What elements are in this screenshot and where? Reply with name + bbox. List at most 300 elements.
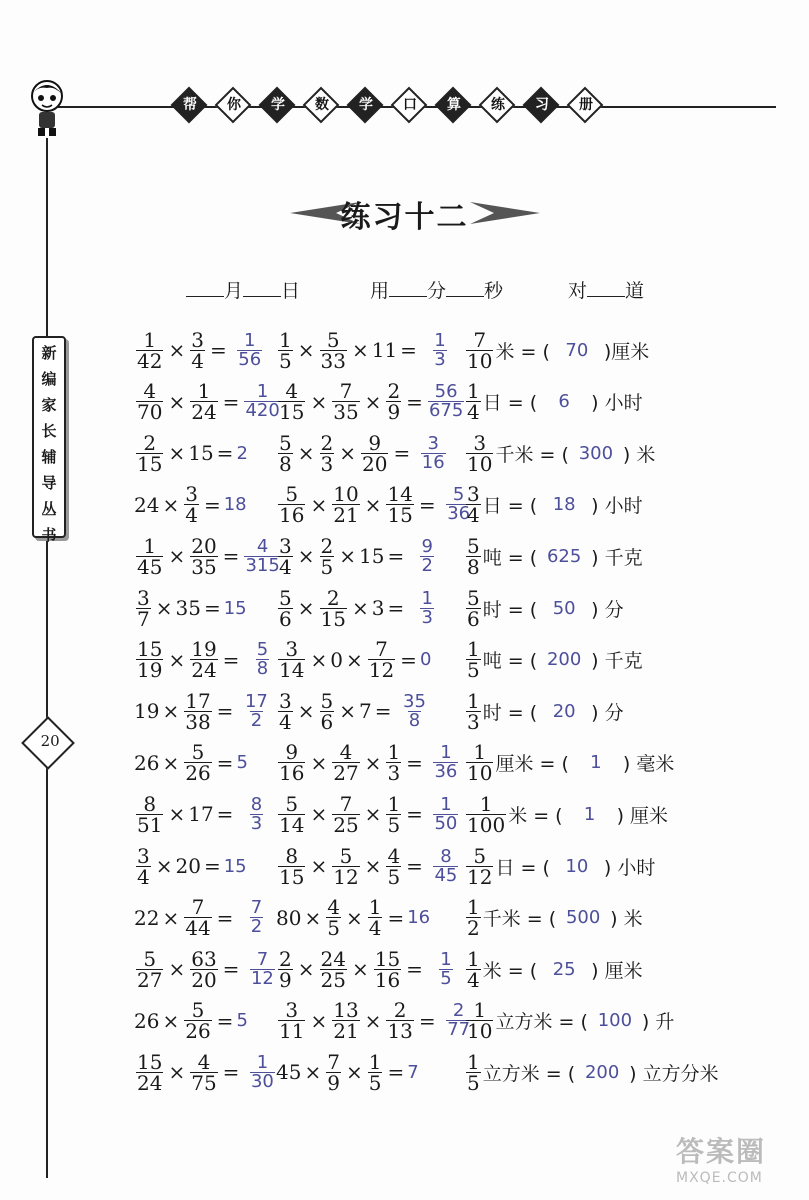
handwritten-answer (407, 535, 447, 576)
numerator: 2 (393, 998, 407, 1023)
numerator: 1 (256, 1051, 269, 1073)
numerator: 63 (191, 946, 217, 971)
exercise-row (0, 840, 809, 892)
watermark: 答案圈 MXQE.COM (676, 1135, 767, 1186)
numerator: 1 (467, 1049, 480, 1074)
numerator: 1 (434, 329, 446, 351)
fraction (466, 998, 493, 1044)
fraction (466, 843, 493, 889)
unit-conversion-problem (464, 892, 643, 944)
unit-text: 时 = ( (482, 701, 538, 724)
numerator: 5 (143, 946, 157, 971)
denominator: 4 (185, 503, 198, 528)
times-sign: × (310, 1008, 328, 1033)
numerator: 1 (243, 329, 256, 351)
numerator: 1 (467, 688, 480, 713)
denominator: 75 (191, 1070, 217, 1095)
answer-fraction (238, 793, 274, 834)
numerator: 1 (387, 740, 401, 765)
denominator: 15 (279, 400, 305, 425)
numerator: 5 (191, 740, 205, 765)
denominator: 24 (191, 400, 217, 425)
fraction (320, 327, 347, 373)
denominator: 3 (434, 348, 446, 370)
handwritten-answer: 1 (583, 803, 596, 825)
numerator: 5 (285, 791, 299, 816)
denominator: 6 (279, 606, 292, 631)
denominator: 9 (327, 1070, 340, 1095)
fraction (278, 688, 293, 734)
equals-sign: = (406, 750, 423, 775)
unit-text: ) 小时 (603, 856, 656, 879)
number: 35 (175, 596, 201, 620)
handwritten-answer (426, 948, 466, 989)
answer-fraction (428, 948, 464, 989)
fraction (278, 791, 305, 837)
denominator: 5 (327, 916, 340, 941)
numerator: 3 (427, 432, 439, 454)
equals-sign: = (222, 389, 240, 414)
times-sign: × (310, 492, 328, 517)
denominator: 9 (387, 400, 401, 425)
equals-sign: = (203, 854, 221, 878)
fraction (136, 327, 163, 373)
fraction (386, 379, 401, 425)
numerator: 1 (467, 637, 480, 662)
fraction (332, 998, 359, 1044)
numerator: 4 (387, 843, 401, 868)
fraction (466, 688, 481, 734)
denominator: 15 (279, 864, 305, 889)
exercise-row (0, 530, 809, 582)
exercise-row (0, 1046, 809, 1098)
numerator: 9 (421, 535, 433, 557)
multiplication-problem (276, 995, 479, 1047)
multiplication-problem (276, 634, 431, 686)
answer-fraction (428, 793, 464, 834)
equals-sign: = (400, 338, 417, 362)
numerator: 9 (285, 740, 299, 765)
multiplication-problem (276, 788, 466, 840)
numerator: 1 (473, 998, 487, 1023)
fraction (136, 585, 151, 631)
multiplication-problem (134, 530, 283, 582)
denominator: 20 (362, 451, 388, 476)
times-sign: × (155, 854, 173, 878)
handwritten-answer: 10 (565, 855, 589, 877)
denominator: 2 (250, 916, 263, 938)
denominator: 44 (185, 916, 211, 941)
denominator: 42 (137, 348, 163, 373)
handwritten-answer: 200 (546, 649, 582, 671)
times-sign: × (297, 699, 315, 724)
numerator: 3 (185, 482, 198, 507)
times-sign: × (297, 544, 315, 569)
numerator: 3 (279, 533, 292, 558)
times-sign: × (168, 957, 186, 982)
times-sign: × (162, 492, 180, 517)
denominator: 12 (467, 864, 493, 889)
fraction (320, 946, 347, 992)
denominator: 3 (320, 451, 334, 476)
multiplication-problem (276, 1046, 419, 1098)
denominator: 51 (137, 812, 163, 837)
times-sign: × (155, 596, 173, 620)
denominator: 2 (250, 709, 263, 731)
denominator: 16 (421, 451, 445, 473)
number: 15 (188, 441, 214, 466)
unit-text: ) 米 (622, 443, 656, 466)
handwritten-answer: 70 (565, 339, 589, 361)
handwritten-answer (426, 383, 466, 420)
denominator: 10 (467, 761, 493, 786)
numerator: 4 (197, 1049, 211, 1074)
handwritten-answer (236, 793, 276, 834)
numerator: 5 (467, 585, 480, 610)
handwritten-answer: 15 (223, 597, 247, 619)
denominator: 15 (387, 503, 413, 528)
multiplication-problem (276, 840, 466, 892)
unit-conversion-problem (464, 788, 668, 840)
times-sign: × (297, 957, 315, 982)
fraction (278, 843, 305, 889)
times-sign: × (364, 389, 382, 414)
multiplication-problem (276, 324, 460, 376)
side-label-char: 导 (41, 474, 57, 492)
times-sign: × (364, 492, 382, 517)
denominator: 4 (368, 916, 382, 941)
numerator: 1 (467, 895, 480, 920)
equals-sign: = (216, 802, 234, 827)
equals-sign: = (222, 544, 240, 569)
equals-sign: = (374, 699, 392, 724)
number: 3 (371, 596, 385, 620)
series-char: 册 (579, 97, 593, 113)
denominator: 5 (467, 658, 480, 683)
series-char-badge (346, 86, 386, 126)
answer-fraction (415, 432, 451, 473)
fraction (136, 1049, 163, 1095)
unit-text: 立方米 = ( (495, 1011, 588, 1034)
unit-text: 时 = ( (482, 598, 538, 621)
handwritten-answer: 16 (407, 907, 431, 929)
handwritten-answer: 0 (419, 649, 432, 671)
denominator: 7 (137, 606, 150, 631)
equals-sign: = (387, 905, 405, 930)
numerator: 2 (320, 533, 334, 558)
numerator: 1 (197, 379, 211, 404)
denominator: 13 (387, 1019, 413, 1044)
unit-text: 千米 = ( (495, 443, 569, 466)
denominator: 45 (137, 554, 163, 579)
fraction (320, 430, 335, 476)
unit-conversion-problem (464, 995, 674, 1047)
times-sign: × (339, 544, 356, 569)
numerator: 2 (452, 1000, 465, 1022)
fraction (386, 791, 401, 837)
multiplication-problem (276, 685, 435, 737)
denominator: 14 (279, 658, 305, 683)
answer-fraction (409, 587, 445, 628)
times-sign: × (168, 441, 186, 466)
numerator: 8 (440, 845, 452, 867)
numerator: 7 (250, 897, 263, 919)
unit-text: 厘米 = ( (495, 753, 569, 776)
numerator: 1 (143, 533, 157, 558)
denominator: 15 (137, 451, 163, 476)
fraction (278, 430, 293, 476)
fraction (184, 998, 211, 1044)
exercise-row (0, 479, 809, 531)
numerator: 7 (339, 379, 353, 404)
times-sign: × (162, 750, 180, 775)
numerator: 5 (452, 484, 465, 506)
numerator: 7 (327, 1049, 340, 1074)
numerator: 3 (473, 430, 487, 455)
multiplication-problem (276, 737, 466, 789)
equals-sign: = (216, 699, 234, 724)
numerator: 5 (191, 998, 205, 1023)
fraction (190, 1049, 217, 1095)
denominator: 9 (279, 967, 292, 992)
numerator: 24 (320, 946, 346, 971)
multiplication-problem (276, 376, 466, 428)
denominator: 5 (467, 1070, 480, 1095)
multiplication-problem (276, 582, 447, 634)
denominator: 14 (279, 812, 305, 837)
unit-conversion-problem (464, 634, 643, 686)
numerator: 4 (143, 379, 157, 404)
unit-text: 日 = ( (482, 392, 538, 415)
numerator: 8 (250, 793, 263, 815)
handwritten-answer (407, 587, 447, 628)
handwritten-answer: 50 (552, 597, 576, 619)
page-number: 20 (40, 731, 60, 750)
numerator: 4 (285, 379, 299, 404)
multiplication-problem (134, 943, 282, 995)
denominator: 8 (279, 451, 292, 476)
fraction (278, 998, 305, 1044)
numerator: 3 (191, 327, 204, 352)
multiplication-problem (276, 427, 453, 479)
numerator: 2 (320, 430, 334, 455)
numerator: 5 (473, 843, 487, 868)
denominator: 27 (333, 761, 359, 786)
denominator: 24 (191, 658, 217, 683)
multiplication-problem (134, 427, 248, 479)
numerator: 5 (320, 688, 334, 713)
numerator: 5 (467, 533, 480, 558)
unit-text: 吨 = ( (482, 546, 538, 569)
date-field: 月 日 (186, 276, 300, 303)
fraction (320, 585, 347, 631)
fraction (466, 379, 481, 425)
denominator: 20 (191, 967, 217, 992)
fraction (190, 379, 217, 425)
numerator: 2 (387, 379, 401, 404)
unit-text: ) 千克 (591, 650, 643, 673)
side-label-char: 长 (41, 422, 57, 440)
unit-text: ) 小时 (591, 495, 643, 518)
handwritten-answer: 200 (584, 1061, 620, 1083)
number: 26 (134, 750, 160, 775)
equals-sign: = (393, 441, 411, 466)
series-char-badge (522, 86, 562, 126)
side-label-char: 编 (41, 370, 57, 388)
equals-sign: = (209, 338, 227, 362)
numerator: 1 (467, 946, 480, 971)
answer-fraction (409, 535, 445, 576)
unit-conversion-problem (464, 582, 624, 634)
times-sign: × (168, 389, 186, 414)
multiplication-problem (134, 479, 247, 531)
answer-fraction (238, 899, 274, 936)
denominator: 16 (279, 503, 305, 528)
numerator: 7 (375, 637, 388, 662)
fraction (332, 791, 359, 837)
unit-conversion-problem (464, 479, 643, 531)
times-sign: × (339, 699, 356, 724)
fraction (136, 946, 163, 992)
unit-conversion-problem (464, 1046, 719, 1098)
denominator: 3 (387, 761, 401, 786)
numerator: 1 (256, 381, 269, 403)
fraction (386, 740, 401, 786)
numerator: 8 (285, 843, 299, 868)
denominator: 4 (467, 967, 480, 992)
denominator: 77 (447, 1019, 471, 1041)
denominator: 21 (333, 503, 359, 528)
denominator: 15 (320, 606, 346, 631)
times-sign: × (345, 905, 363, 930)
times-sign: × (345, 647, 363, 672)
denominator: 100 (467, 812, 506, 837)
denominator: 70 (137, 400, 163, 425)
unit-text: 吨 = ( (482, 650, 538, 673)
handwritten-answer: 18 (552, 494, 576, 516)
numerator: 17 (185, 688, 211, 713)
handwritten-answer: 7 (407, 1061, 419, 1083)
multiplication-problem (134, 995, 248, 1047)
fraction (368, 895, 383, 941)
numerator: 2 (143, 430, 157, 455)
fraction (136, 791, 163, 837)
numerator: 20 (191, 533, 217, 558)
equals-sign: = (387, 596, 405, 620)
denominator: 35 (191, 554, 217, 579)
numerator: 15 (374, 946, 401, 971)
multiplication-problem (134, 685, 276, 737)
numerator: 8 (143, 791, 157, 816)
fraction (190, 946, 217, 992)
equals-sign: = (222, 1060, 240, 1085)
times-sign: × (310, 389, 328, 414)
times-sign: × (310, 854, 328, 878)
unit-text: ) 升 (641, 1011, 675, 1034)
series-char: 算 (447, 97, 461, 113)
fraction (466, 895, 481, 941)
unit-text: 立方米 = ( (482, 1062, 576, 1085)
times-sign: × (351, 596, 369, 620)
times-sign: × (364, 802, 382, 827)
fraction (278, 585, 293, 631)
fraction (278, 740, 305, 786)
denominator: 315 (245, 554, 280, 576)
equals-sign: = (387, 1060, 405, 1085)
fraction (136, 637, 163, 683)
answer-fraction (428, 744, 464, 781)
unit-text: ) 立方分米 (629, 1062, 719, 1085)
denominator: 21 (333, 1019, 359, 1044)
equals-sign: = (216, 905, 234, 930)
equals-sign: = (387, 544, 405, 569)
multiplication-problem (134, 840, 247, 892)
unit-conversion-problem (464, 376, 643, 428)
handwritten-answer: 25 (552, 958, 576, 980)
equals-sign: = (222, 957, 240, 982)
number: 24 (134, 492, 160, 517)
denominator: 5 (387, 864, 401, 889)
equals-sign: = (406, 389, 423, 414)
numerator: 7 (256, 948, 269, 970)
exercise-row (0, 427, 809, 479)
times-sign: × (297, 441, 315, 466)
numerator: 35 (403, 690, 426, 712)
equals-sign: = (406, 957, 423, 982)
unit-conversion-problem (464, 324, 649, 376)
fraction (190, 327, 205, 373)
number: 15 (359, 544, 385, 569)
series-char-badge (434, 86, 474, 126)
unit-conversion-problem (464, 737, 674, 789)
equals-sign: = (216, 750, 234, 775)
fraction (190, 637, 217, 683)
fraction (332, 740, 359, 786)
equals-sign: = (203, 492, 221, 517)
denominator: 6 (320, 709, 334, 734)
fraction (466, 1049, 481, 1095)
times-sign: × (168, 544, 186, 569)
fraction (332, 379, 359, 425)
denominator: 420 (245, 400, 280, 422)
numerator: 3 (467, 482, 480, 507)
exercise-row (0, 892, 809, 944)
number: 20 (175, 854, 201, 878)
handwritten-answer: 5 (236, 1010, 248, 1032)
numerator: 5 (279, 585, 292, 610)
numerator: 1 (421, 587, 433, 609)
handwritten-answer: 300 (578, 442, 614, 464)
times-sign: × (351, 338, 369, 362)
denominator: 24 (137, 1070, 163, 1095)
fraction (136, 533, 163, 579)
fraction (466, 327, 493, 373)
unit-text: )厘米 (603, 340, 650, 363)
side-label-char: 家 (41, 396, 57, 414)
number: 26 (134, 1008, 160, 1033)
denominator: 5 (279, 348, 292, 373)
handwritten-answer (413, 432, 453, 473)
unit-text: ) 毫米 (622, 753, 675, 776)
numerator: 1 (440, 742, 452, 764)
unit-text: ) 千克 (591, 546, 643, 569)
numerator: 17 (244, 690, 268, 712)
answer-fraction (232, 329, 268, 370)
series-char-badge (258, 86, 298, 126)
unit-text: 米 = ( (508, 804, 563, 827)
multiplication-problem (134, 892, 276, 944)
fraction (320, 688, 335, 734)
